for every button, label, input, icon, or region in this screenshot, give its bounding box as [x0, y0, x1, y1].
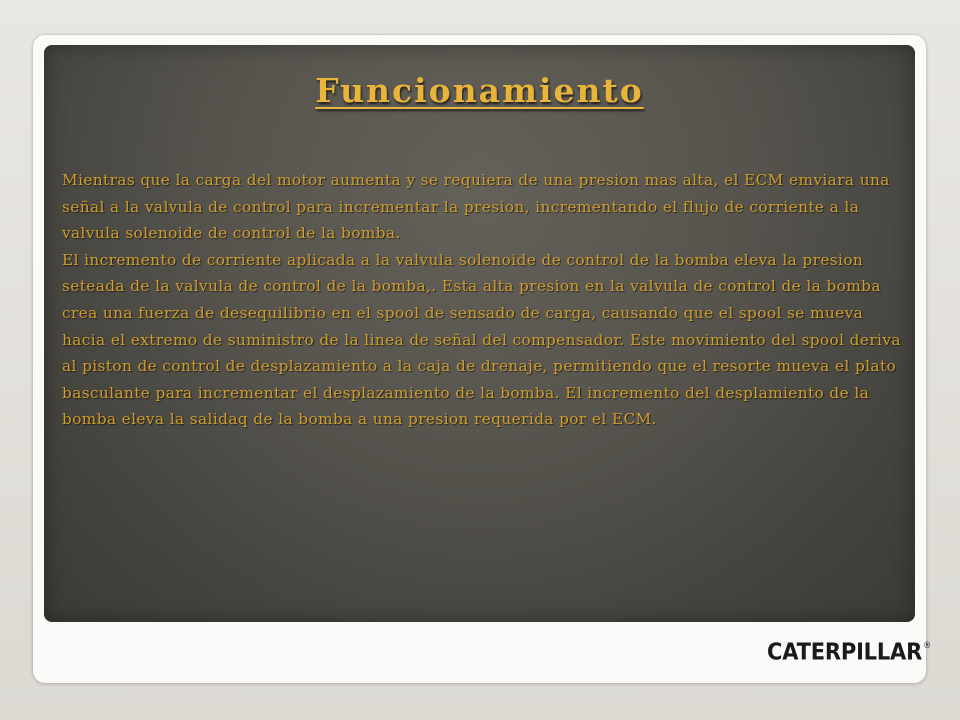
content-panel	[44, 45, 915, 622]
slide-title: Funcionamiento	[315, 71, 644, 110]
registered-mark: ®	[923, 640, 931, 651]
logo-wordmark: CATERPILLAR	[767, 638, 923, 665]
body-paragraph-1: Mientras que la carga del motor aumenta y se requiera de una presion mas alta, el ECM emviara una señal a la valvula de control para incrementar la presion, incrementando el flujo de corriente a la valvula solenoide de control de la bomba.	[62, 171, 890, 243]
slide-body	[62, 167, 902, 433]
caterpillar-logo	[767, 638, 931, 669]
body-paragraph-2: El incremento de corriente aplicada a la valvula solenoide de control de la bomba eleva la presion seteada de la valvula de control de la bomba,. Esta alta presion en la valvula de control de la bomba crea una fuerza de desequilibrio en el spool de sensado de carga, causando que el spool se mueva hacia el extremo de suministro de la linea de señal del compensador. Este movimiento del spool deriva al piston de control de desplazamiento a la caja de drenaje, permitiendo que el resorte mueva el plato basculante para incrementar el desplazamiento de la bomba. El incremento del desplamiento de la bomba eleva la salidaq de la bomba a una presion requerida por el ECM.	[62, 250, 901, 429]
